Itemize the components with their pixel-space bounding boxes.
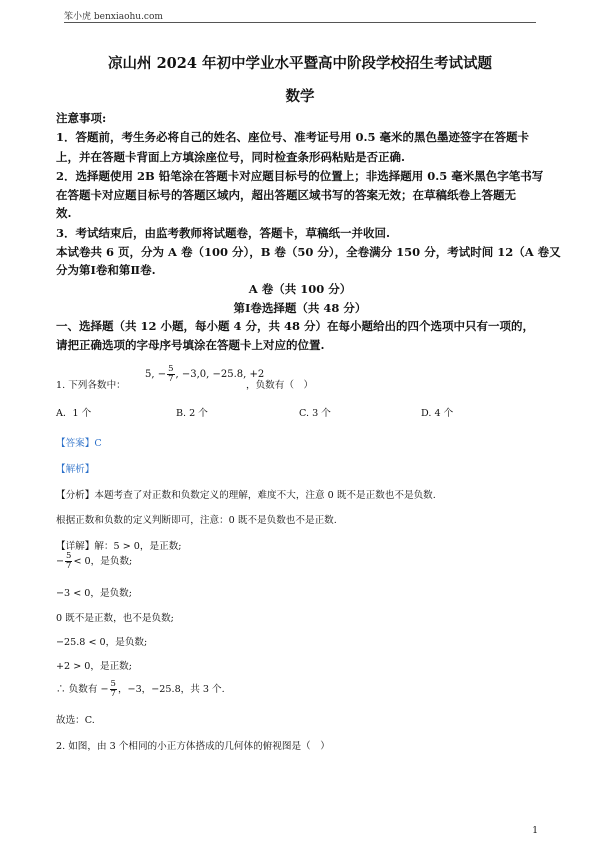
- header-site: 笨小虎 benxiaohu.com: [64, 12, 163, 22]
- detail-7-pre: ∴ 负数有 −: [56, 684, 109, 695]
- q1-suffix: ，负数有（ ）: [246, 380, 314, 391]
- answer-tag: 【答案】C: [56, 438, 102, 449]
- detail-2-post: < 0，是负数;: [73, 556, 133, 567]
- question-2: 2. 如图，由 3 个相同的小正方体搭成的几何体的俯视图是（ ）: [56, 741, 330, 752]
- q1-option-c: C. 3 个: [299, 408, 331, 419]
- detail-line-3: −3 < 0，是负数;: [56, 588, 132, 599]
- notice-item-2c: 效.: [56, 206, 72, 220]
- page-title: 凉山州 2024 年初中学业水平暨高中阶段学校招生考试试题: [108, 55, 492, 72]
- detail-line-1: 【详解】解：5 > 0，是正数;: [56, 541, 182, 552]
- analysis-tag: 【解析】: [56, 464, 95, 475]
- detail-7-fraction: [110, 680, 117, 699]
- section-1-title: 第Ⅰ卷选择题（共 48 分）: [233, 301, 367, 315]
- notice-item-1a: 1．答题前，考生务必将自己的姓名、座位号、准考证号用 0.5 毫米的黑色墨迹签字在答题卡: [56, 130, 530, 144]
- detail-line-8: 故选：C.: [56, 715, 95, 726]
- header-divider: [64, 22, 536, 23]
- q1-fraction: [167, 365, 174, 384]
- page-number: 1: [532, 826, 538, 836]
- part1-instruction-a: 一、选择题（共 12 小题，每小题 4 分，共 48 分）在每小题给出的四个选项中只有一项的，: [56, 319, 535, 333]
- analysis-text: 【分析】本题考查了对正数和负数定义的理解，难度不大，注意 0 既不是正数也不是负数.: [56, 490, 436, 501]
- detail-line-5: −25.8 < 0，是负数;: [56, 637, 148, 648]
- q1-option-b: B. 2 个: [176, 408, 208, 419]
- detail-2-den: 7: [66, 561, 72, 571]
- notice-item-3: 3．考试结束后，由监考教师将试题卷，答题卡，草稿纸一并收回.: [56, 226, 391, 240]
- part1-instruction-b: 请把正确选项的字母序号填涂在答题卡上对应的位置.: [56, 338, 325, 352]
- subject-title: 数学: [285, 88, 315, 105]
- notice-heading: 注意事项:: [56, 111, 107, 125]
- q1-frac-den: 7: [168, 374, 174, 384]
- detail-line-6: +2 > 0，是正数;: [56, 661, 132, 672]
- section-a-title: A 卷（共 100 分）: [248, 282, 352, 296]
- detail-2-num: 5: [66, 551, 72, 561]
- detail-line-2: [56, 552, 132, 571]
- basis-text: 根据正数和负数的定义判断即可，注意：0 既不是负数也不是正数.: [56, 515, 337, 526]
- q1-math-b: , −3,0, −25.8, +2: [175, 369, 265, 380]
- q1-math-a: 5, −: [145, 369, 167, 380]
- notice-item-2a: 2．选择题使用 2B 铅笔涂在答题卡对应题目标号的位置上；非选择题用 0.5 毫米黑色字笔书写: [56, 169, 544, 183]
- notice-item-2b: 在答题卡对应题目标号的答题区域内，超出答题区域书写的答案无效；在草稿纸卷上答题无: [56, 188, 516, 202]
- detail-7-post: ，−3，−25.8，共 3 个.: [117, 684, 225, 695]
- detail-line-7: [56, 680, 225, 699]
- exam-info-b: 分为第Ⅰ卷和第Ⅱ卷.: [56, 263, 156, 277]
- q1-option-d: D. 4 个: [421, 408, 454, 419]
- detail-line-4: 0 既不是正数，也不是负数;: [56, 613, 174, 624]
- q1-frac-num: 5: [168, 364, 174, 374]
- notice-item-1b: 上，并在答题卡背面上方填涂座位号，同时检查条形码粘贴是否正确.: [56, 150, 405, 164]
- detail-2-fraction: [65, 552, 72, 571]
- q1-prefix: 1. 下列各数中：: [56, 380, 126, 391]
- q1-option-a: A．1 个: [56, 408, 92, 419]
- detail-7-den: 7: [110, 689, 116, 699]
- detail-2-minus: −: [56, 556, 65, 567]
- exam-info-a: 本试卷共 6 页，分为 A 卷（100 分），B 卷（50 分），全卷满分 150 分，考试时间 12（A 卷又: [56, 245, 561, 259]
- detail-7-num: 5: [110, 679, 116, 689]
